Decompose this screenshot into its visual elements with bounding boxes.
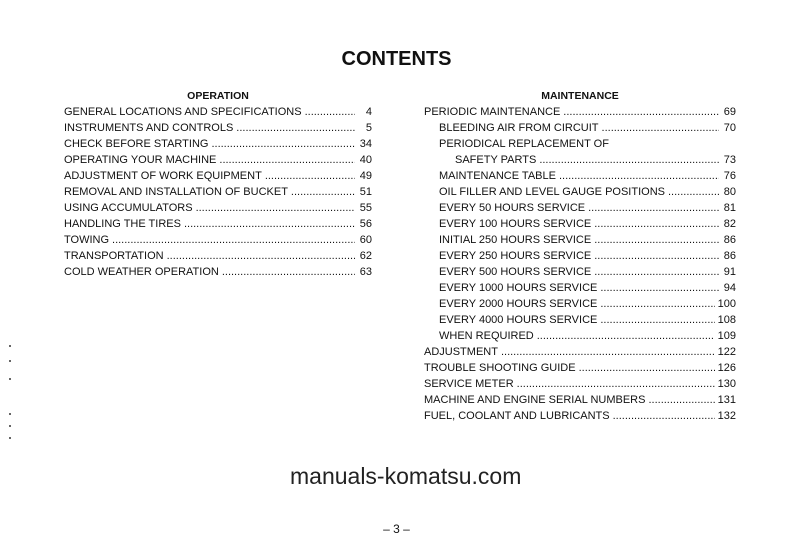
toc-entry-title: ADJUSTMENT OF WORK EQUIPMENT: [64, 170, 262, 182]
toc-entry: [64, 232, 372, 248]
toc-entry: [424, 104, 736, 120]
leader-dots: [579, 360, 715, 376]
toc-entry-title: FUEL, COOLANT AND LUBRICANTS: [424, 410, 610, 422]
toc-entry: [424, 232, 736, 248]
toc-entry-page: 4: [365, 106, 372, 118]
toc-entry-page: 69: [723, 106, 736, 118]
scan-mark: [9, 345, 11, 347]
leader-dots: [305, 104, 355, 120]
scan-mark: [9, 425, 11, 427]
toc-entry: [424, 120, 736, 136]
toc-entry-title: TOWING: [64, 234, 110, 246]
toc-entry-title: MACHINE AND ENGINE SERIAL NUMBERS: [424, 394, 646, 406]
toc-entry-title: INITIAL 250 HOURS SERVICE: [439, 234, 592, 246]
toc-entry-page: 108: [717, 314, 736, 326]
toc-entry-page: 49: [359, 170, 372, 182]
leader-dots: [539, 152, 719, 168]
toc-entry-title: CHECK BEFORE STARTING: [64, 138, 209, 150]
toc-entry-title: EVERY 4000 HOURS SERVICE: [439, 314, 598, 326]
toc-entry-title: EVERY 1000 HOURS SERVICE: [439, 282, 598, 294]
toc-entry: [424, 136, 736, 152]
toc-entry-title: EVERY 500 HOURS SERVICE: [439, 266, 592, 278]
toc-entry-title: SAFETY PARTS: [455, 154, 537, 166]
toc-entry-title: REMOVAL AND INSTALLATION OF BUCKET: [64, 186, 288, 198]
leader-dots: [265, 168, 355, 184]
watermark: manuals-komatsu.com: [290, 463, 522, 489]
toc-entry: [64, 264, 372, 280]
leader-dots: [668, 184, 719, 200]
maintenance-section: [424, 88, 736, 424]
toc-entry-title: HANDLING THE TIRES: [64, 218, 181, 230]
toc-entry-page: 55: [359, 202, 372, 214]
leader-dots: [222, 264, 355, 280]
leader-dots: [600, 296, 714, 312]
toc-entry-title: INSTRUMENTS AND CONTROLS: [64, 122, 234, 134]
toc-entry-title: EVERY 250 HOURS SERVICE: [439, 250, 592, 262]
toc-entry-page: 86: [723, 250, 736, 262]
toc-entry-title: EVERY 100 HOURS SERVICE: [439, 218, 592, 230]
toc-entry-title: MAINTENANCE TABLE: [439, 170, 556, 182]
toc-entry-page: 82: [723, 218, 736, 230]
toc-entry-page: 94: [723, 282, 736, 294]
toc-entry-title: USING ACCUMULATORS: [64, 202, 193, 214]
toc-entry-page: 86: [723, 234, 736, 246]
toc-entry: [424, 360, 736, 376]
toc-entry-page: 63: [359, 266, 372, 278]
toc-entry: [64, 152, 372, 168]
toc-entry-page: 81: [723, 202, 736, 214]
leader-dots: [613, 408, 715, 424]
toc-entry-title: EVERY 50 HOURS SERVICE: [439, 202, 586, 214]
toc-entry-title: WHEN REQUIRED: [439, 330, 534, 342]
leader-dots: [196, 200, 355, 216]
toc-entry-title: COLD WEATHER OPERATION: [64, 266, 219, 278]
toc-entry: [424, 152, 736, 168]
leader-dots: [594, 232, 719, 248]
leader-dots: [501, 344, 715, 360]
scan-mark: [9, 413, 11, 415]
toc-entry-page: 70: [723, 122, 736, 134]
toc-entry-title: GENERAL LOCATIONS AND SPECIFICATIONS: [64, 106, 302, 118]
leader-dots: [537, 328, 715, 344]
toc-entry-page: 130: [717, 378, 736, 390]
toc-entry-page: 122: [717, 346, 736, 358]
maintenance-heading: MAINTENANCE: [541, 90, 619, 102]
toc-entry: [424, 408, 736, 424]
scan-mark: [9, 437, 11, 439]
toc-entry-page: 73: [723, 154, 736, 166]
leader-dots: [648, 392, 714, 408]
toc-entry-page: 34: [359, 138, 372, 150]
leader-dots: [600, 312, 714, 328]
toc-entry-page: 126: [717, 362, 736, 374]
leader-dots: [184, 216, 355, 232]
toc-entry: [64, 168, 372, 184]
leader-dots: [167, 248, 355, 264]
toc-entry: [424, 248, 736, 264]
toc-entry-page: 109: [717, 330, 736, 342]
toc-entry: [424, 216, 736, 232]
toc-entry: [64, 184, 372, 200]
leader-dots: [559, 168, 719, 184]
page-number: – 3 –: [383, 522, 410, 536]
toc-entry-title: ADJUSTMENT: [424, 346, 498, 358]
toc-entry-title: EVERY 2000 HOURS SERVICE: [439, 298, 598, 310]
toc-entry: [424, 184, 736, 200]
toc-entry-title: TROUBLE SHOOTING GUIDE: [424, 362, 576, 374]
toc-entry-title: OPERATING YOUR MACHINE: [64, 154, 217, 166]
toc-entry: [424, 296, 736, 312]
toc-entry: [64, 104, 372, 120]
leader-dots: [594, 248, 719, 264]
toc-entry: [424, 264, 736, 280]
toc-entry-page: 132: [717, 410, 736, 422]
toc-entry: [64, 120, 372, 136]
operation-section: [64, 88, 372, 280]
page-title: CONTENTS: [341, 48, 452, 70]
toc-entry: [64, 200, 372, 216]
toc-entry: [424, 200, 736, 216]
toc-entry-title: SERVICE METER: [424, 378, 514, 390]
toc-entry-title: PERIODICAL REPLACEMENT OF: [439, 138, 609, 150]
toc-entry: [424, 328, 736, 344]
toc-entry: [424, 280, 736, 296]
leader-dots: [112, 232, 355, 248]
scan-mark: [9, 360, 11, 362]
toc-entry-page: 56: [359, 218, 372, 230]
scan-mark: [9, 378, 11, 380]
toc-entry-title: BLEEDING AIR FROM CIRCUIT: [439, 122, 599, 134]
toc-entry-page: 60: [359, 234, 372, 246]
operation-list: [64, 104, 372, 280]
toc-entry-page: 91: [723, 266, 736, 278]
toc-entry: [64, 248, 372, 264]
toc-entry-title: TRANSPORTATION: [64, 250, 164, 262]
toc-entry-page: 80: [723, 186, 736, 198]
toc-entry: [424, 168, 736, 184]
toc-entry: [64, 136, 372, 152]
toc-entry: [424, 376, 736, 392]
toc-entry: [424, 392, 736, 408]
leader-dots: [517, 376, 715, 392]
operation-heading: OPERATION: [187, 90, 249, 102]
toc-entry-page: 40: [359, 154, 372, 166]
toc-entry: [424, 312, 736, 328]
toc-entry-page: 5: [365, 122, 372, 134]
leader-dots: [602, 120, 719, 136]
toc-entry-page: 62: [359, 250, 372, 262]
leader-dots: [291, 184, 355, 200]
toc-entry-page: 76: [723, 170, 736, 182]
leader-dots: [594, 264, 719, 280]
toc-entry: [424, 344, 736, 360]
toc-entry-page: 51: [359, 186, 372, 198]
leader-dots: [563, 104, 719, 120]
maintenance-list: [424, 104, 736, 424]
leader-dots: [594, 216, 719, 232]
toc-entry-title: OIL FILLER AND LEVEL GAUGE POSITIONS: [439, 186, 665, 198]
leader-dots: [236, 120, 355, 136]
leader-dots: [219, 152, 355, 168]
leader-dots: [588, 200, 719, 216]
toc-entry-page: 131: [717, 394, 736, 406]
toc-entry-page: 100: [717, 298, 736, 310]
leader-dots: [600, 280, 719, 296]
toc-entry: [64, 216, 372, 232]
leader-dots: [211, 136, 355, 152]
toc-entry-title: PERIODIC MAINTENANCE: [424, 106, 561, 118]
